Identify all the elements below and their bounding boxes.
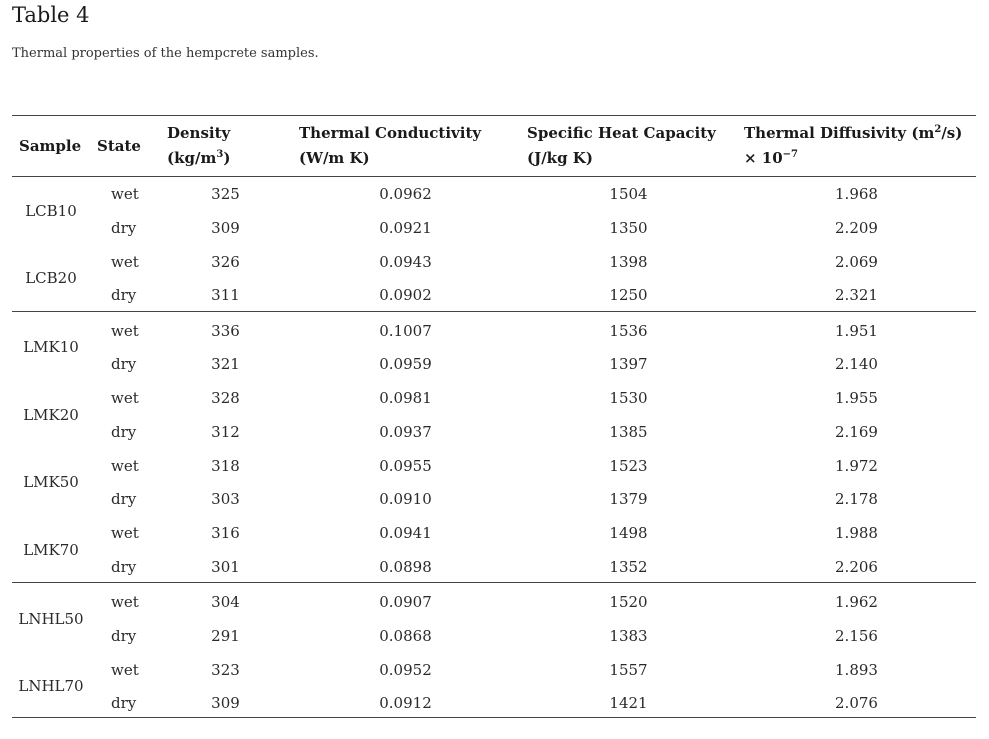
header-state: State xyxy=(97,137,141,155)
cell-state: dry xyxy=(111,558,137,576)
section-rule xyxy=(12,311,976,312)
header-diffusivity: Thermal Diffusivity $(m^2/s)$ xyxy=(744,124,963,142)
sample-label: LNHL70 xyxy=(18,677,84,695)
cell-diffusivity: 1.968 xyxy=(835,185,878,203)
cell-state: dry xyxy=(111,490,137,508)
table-title: Table 4 xyxy=(12,3,90,27)
cell-state: dry xyxy=(111,219,137,237)
cell-density: 321 xyxy=(211,355,240,373)
cell-density: 325 xyxy=(211,185,240,203)
cell-density: 323 xyxy=(211,661,240,679)
cell-state: dry xyxy=(111,355,137,373)
header-density-unit: $(kg/m^3)$ xyxy=(167,149,231,167)
cell-heat-capacity: 1352 xyxy=(609,558,648,576)
cell-state: wet xyxy=(111,661,139,679)
table-bottom-rule xyxy=(12,717,976,718)
cell-conductivity: 0.0952 xyxy=(379,661,432,679)
cell-diffusivity: 1.972 xyxy=(835,457,878,475)
cell-state: dry xyxy=(111,694,137,712)
cell-heat-capacity: 1421 xyxy=(609,694,648,712)
cell-conductivity: 0.0962 xyxy=(379,185,432,203)
sample-label: LNHL50 xyxy=(18,610,84,628)
cell-conductivity: 0.0937 xyxy=(379,423,432,441)
cell-diffusivity: 2.076 xyxy=(835,694,878,712)
cell-conductivity: 0.0907 xyxy=(379,593,432,611)
cell-state: wet xyxy=(111,253,139,271)
cell-diffusivity: 2.206 xyxy=(835,558,878,576)
cell-density: 303 xyxy=(211,490,240,508)
cell-conductivity: 0.0910 xyxy=(379,490,432,508)
header-heat-capacity-unit: (J/kg K) xyxy=(527,149,593,167)
cell-state: wet xyxy=(111,185,139,203)
cell-conductivity: 0.0943 xyxy=(379,253,432,271)
header-bottom-rule xyxy=(12,176,976,177)
cell-density: 309 xyxy=(211,219,240,237)
cell-heat-capacity: 1520 xyxy=(609,593,648,611)
cell-conductivity: 0.0941 xyxy=(379,524,432,542)
cell-conductivity: 0.0981 xyxy=(379,389,432,407)
cell-conductivity: 0.0902 xyxy=(379,286,432,304)
cell-density: 328 xyxy=(211,389,240,407)
cell-diffusivity: 1.955 xyxy=(835,389,878,407)
cell-conductivity: 0.0955 xyxy=(379,457,432,475)
cell-diffusivity: 2.209 xyxy=(835,219,878,237)
cell-conductivity: 0.0921 xyxy=(379,219,432,237)
cell-density: 309 xyxy=(211,694,240,712)
cell-heat-capacity: 1557 xyxy=(609,661,648,679)
sample-label: LMK50 xyxy=(23,473,79,491)
sample-label: LMK10 xyxy=(23,338,79,356)
cell-diffusivity: 2.140 xyxy=(835,355,878,373)
cell-density: 301 xyxy=(211,558,240,576)
cell-state: wet xyxy=(111,389,139,407)
header-conductivity-unit: (W/m K) xyxy=(299,149,370,167)
header-diffusivity-factor: × $10^{-7}$ xyxy=(744,149,799,167)
cell-diffusivity: 1.962 xyxy=(835,593,878,611)
cell-state: dry xyxy=(111,286,137,304)
sample-label: LCB10 xyxy=(25,202,77,220)
cell-heat-capacity: 1536 xyxy=(609,322,648,340)
cell-state: wet xyxy=(111,457,139,475)
cell-conductivity: 0.1007 xyxy=(379,322,432,340)
table-caption: Thermal properties of the hempcrete samples. xyxy=(12,46,319,61)
sample-label: LMK20 xyxy=(23,406,79,424)
cell-heat-capacity: 1250 xyxy=(609,286,648,304)
cell-density: 336 xyxy=(211,322,240,340)
header-conductivity: Thermal Conductivity xyxy=(299,124,482,142)
cell-density: 326 xyxy=(211,253,240,271)
cell-heat-capacity: 1398 xyxy=(609,253,648,271)
cell-heat-capacity: 1523 xyxy=(609,457,648,475)
cell-heat-capacity: 1504 xyxy=(609,185,648,203)
cell-heat-capacity: 1379 xyxy=(609,490,648,508)
cell-diffusivity: 2.321 xyxy=(835,286,878,304)
cell-density: 304 xyxy=(211,593,240,611)
cell-state: dry xyxy=(111,627,137,645)
cell-diffusivity: 2.156 xyxy=(835,627,878,645)
sample-label: LCB20 xyxy=(25,269,77,287)
cell-diffusivity: 2.178 xyxy=(835,490,878,508)
cell-density: 291 xyxy=(211,627,240,645)
cell-conductivity: 0.0898 xyxy=(379,558,432,576)
section-rule xyxy=(12,582,976,583)
header-density: Density xyxy=(167,124,231,142)
cell-heat-capacity: 1498 xyxy=(609,524,648,542)
cell-conductivity: 0.0868 xyxy=(379,627,432,645)
cell-state: wet xyxy=(111,593,139,611)
cell-density: 318 xyxy=(211,457,240,475)
table-top-rule xyxy=(12,115,976,116)
cell-state: dry xyxy=(111,423,137,441)
header-sample: Sample xyxy=(19,137,82,155)
cell-state: wet xyxy=(111,322,139,340)
cell-heat-capacity: 1350 xyxy=(609,219,648,237)
cell-heat-capacity: 1385 xyxy=(609,423,648,441)
cell-diffusivity: 1.951 xyxy=(835,322,878,340)
cell-density: 311 xyxy=(211,286,240,304)
cell-state: wet xyxy=(111,524,139,542)
cell-heat-capacity: 1530 xyxy=(609,389,648,407)
cell-heat-capacity: 1383 xyxy=(609,627,648,645)
cell-diffusivity: 2.069 xyxy=(835,253,878,271)
sample-label: LMK70 xyxy=(23,541,79,559)
cell-diffusivity: 1.988 xyxy=(835,524,878,542)
cell-conductivity: 0.0959 xyxy=(379,355,432,373)
cell-heat-capacity: 1397 xyxy=(609,355,648,373)
cell-diffusivity: 2.169 xyxy=(835,423,878,441)
cell-density: 316 xyxy=(211,524,240,542)
header-heat-capacity: Specific Heat Capacity xyxy=(527,124,716,142)
cell-density: 312 xyxy=(211,423,240,441)
cell-conductivity: 0.0912 xyxy=(379,694,432,712)
cell-diffusivity: 1.893 xyxy=(835,661,878,679)
